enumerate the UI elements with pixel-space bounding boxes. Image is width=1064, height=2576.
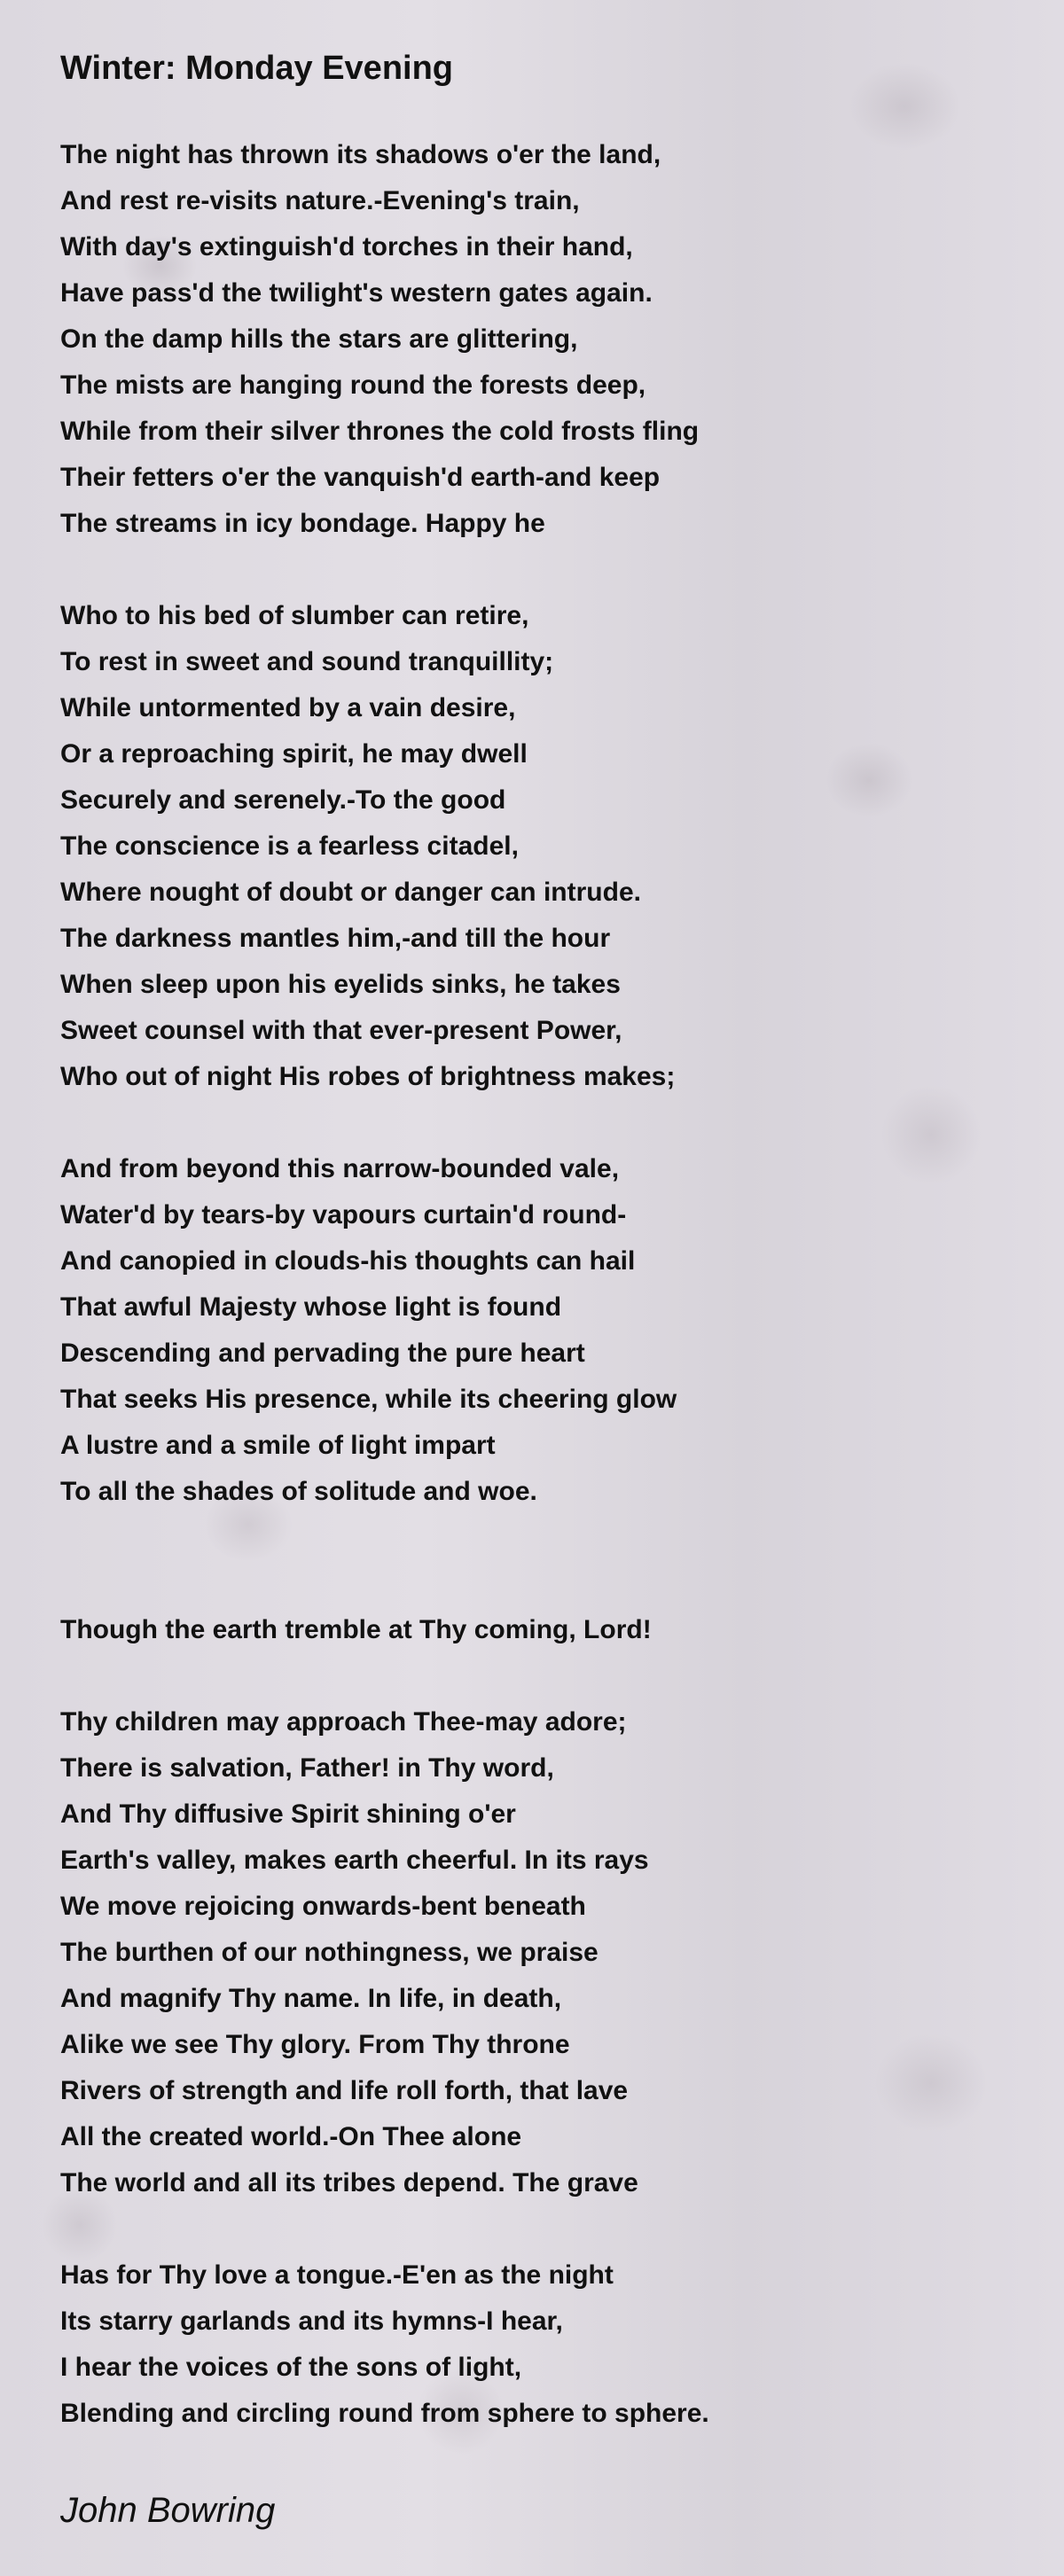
poem-line: And rest re-visits nature.-Evening's train, [60, 186, 580, 215]
poem-line: There is salvation, Father! in Thy word, [60, 1753, 554, 1783]
poem-line: Have pass'd the twilight's western gates again. [60, 278, 653, 308]
poem-line: Who out of night His robes of brightness makes; [60, 1062, 676, 1091]
poem-line: Their fetters o'er the vanquish'd earth-and keep [60, 463, 661, 492]
poem-line: With day's extinguish'd torches in their hand, [60, 232, 633, 262]
poem-line: The world and all its tribes depend. The grave [60, 2168, 638, 2197]
poem-line: That awful Majesty whose light is found [60, 1292, 562, 1322]
poem-line: Though the earth tremble at Thy coming, Lord! [60, 1615, 652, 1644]
poem-line: And canopied in clouds-his thoughts can hail [60, 1246, 636, 1276]
poem-line: Has for Thy love a tongue.-E'en as the night [60, 2260, 614, 2290]
poem-line: The burthen of our nothingness, we praise [60, 1938, 598, 1967]
poem-line: And magnify Thy name. In life, in death, [60, 1984, 562, 2013]
poem-line: When sleep upon his eyelids sinks, he takes [60, 970, 621, 999]
poem-line: All the created world.-On Thee alone [60, 2122, 522, 2151]
poem-line: That seeks His presence, while its cheering glow [60, 1385, 677, 1414]
poem-line: And from beyond this narrow-bounded vale, [60, 1154, 620, 1183]
poem-line: The night has thrown its shadows o'er the land, [60, 140, 661, 169]
poem-line: We move rejoicing onwards-bent beneath [60, 1892, 586, 1921]
poem-line: And Thy diffusive Spirit shining o'er [60, 1799, 516, 1829]
poem-line: To all the shades of solitude and woe. [60, 1477, 537, 1506]
poem-line: Sweet counsel with that ever-present Power, [60, 1016, 622, 1045]
poem-line: Who to his bed of slumber can retire, [60, 601, 529, 630]
poem-line: On the damp hills the stars are glittering, [60, 324, 578, 354]
poem-line: Alike we see Thy glory. From Thy throne [60, 2030, 570, 2059]
poem-author: John Bowring [60, 2491, 276, 2530]
poem-line: While untormented by a vain desire, [60, 693, 516, 722]
poem-line: The conscience is a fearless citadel, [60, 831, 519, 861]
poem-line: Blending and circling round from sphere to sphere. [60, 2399, 709, 2428]
poem-line: The darkness mantles him,-and till the hour [60, 924, 611, 953]
poem-line: Thy children may approach Thee-may adore; [60, 1707, 627, 1737]
poem-line: The mists are hanging round the forests deep, [60, 371, 646, 400]
poem-line: While from their silver thrones the cold frosts fling [60, 417, 700, 446]
poem-line: Where nought of doubt or danger can intrude. [60, 878, 641, 907]
poem-line: I hear the voices of the sons of light, [60, 2353, 522, 2382]
poem-line: The streams in icy bondage. Happy he [60, 509, 545, 538]
poem-line: Its starry garlands and its hymns-I hear, [60, 2307, 563, 2336]
poem-title: Winter: Monday Evening [60, 50, 454, 87]
poem-line: Water'd by tears-by vapours curtain'd round- [60, 1200, 627, 1229]
poem-line: A lustre and a smile of light impart [60, 1431, 496, 1460]
poem-line: Earth's valley, makes earth cheerful. In its rays [60, 1846, 649, 1875]
poem-line: Securely and serenely.-To the good [60, 785, 506, 815]
poem-line: To rest in sweet and sound tranquillity; [60, 647, 554, 676]
poem-line: Descending and pervading the pure heart [60, 1339, 585, 1368]
poem-line: Rivers of strength and life roll forth, that lave [60, 2076, 629, 2105]
poem-line: Or a reproaching spirit, he may dwell [60, 739, 528, 769]
